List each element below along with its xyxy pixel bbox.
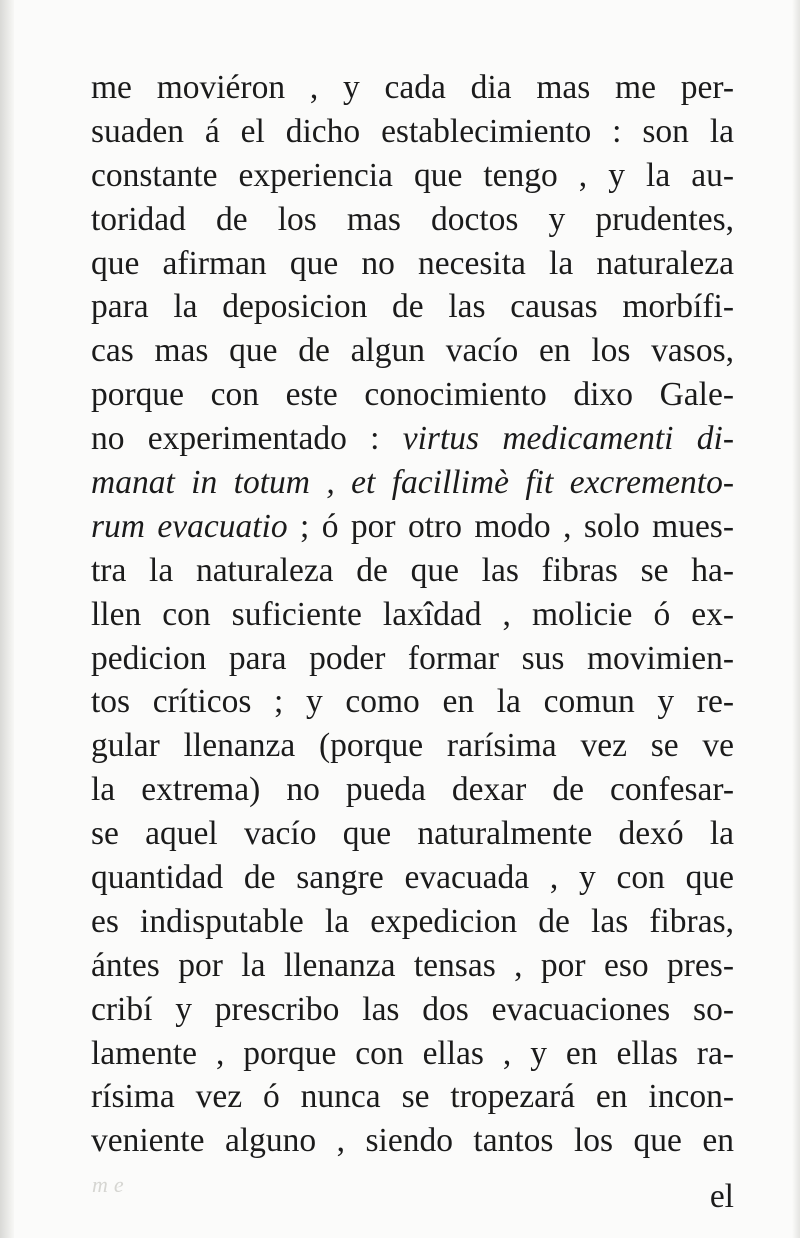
text-run: tra la naturaleza de que las fibras se ha- [91, 551, 734, 589]
text-run: rísima vez ó nunca se tropezará en incon- [91, 1078, 734, 1116]
text-line [91, 66, 734, 110]
text-run: no experimentado : [91, 420, 403, 458]
text-run: manat in totum , et facillimè fit excremento- [91, 464, 734, 502]
text-line [91, 944, 734, 988]
text-run: se aquel vacío que naturalmente dexó la [91, 815, 734, 853]
page-edge-shadow [792, 0, 800, 1238]
text-run: veniente alguno , siendo tantos los que en [91, 1122, 734, 1160]
text-run: es indisputable la expedicion de las fibras, [91, 902, 734, 940]
text-line [91, 285, 734, 329]
text-run: la extrema) no pueda dexar de confesar- [91, 771, 734, 809]
text-run: ántes por la llenanza tensas , por eso pres- [91, 946, 734, 984]
text-run: porque con este conocimiento dixo Gale- [91, 376, 734, 414]
text-line [91, 680, 734, 724]
text-line [91, 1032, 734, 1076]
text-run: llen con suficiente laxîdad , molicie ó ex- [91, 595, 734, 633]
text-run: constante experiencia que tengo , y la au- [91, 156, 734, 194]
text-line [91, 768, 734, 812]
text-run: suaden á el dicho establecimiento : son la [91, 112, 734, 150]
text-line [91, 417, 734, 461]
text-line [91, 373, 734, 417]
text-run: pedicion para poder formar sus movimien- [91, 639, 734, 677]
text-line [91, 329, 734, 373]
text-run: me moviéron , y cada dia mas me per- [91, 69, 734, 106]
text-line [91, 505, 734, 549]
text-run: quantidad de sangre evacuada , y con que [91, 859, 734, 897]
text-line [91, 856, 734, 900]
text-line [91, 724, 734, 768]
text-line [91, 637, 734, 681]
text-line [91, 1119, 734, 1163]
text-run: para la deposicion de las causas morbífi- [91, 288, 734, 326]
text-line [91, 154, 734, 198]
text-line [91, 110, 734, 154]
text-line [91, 812, 734, 856]
page-gutter-shadow [0, 0, 14, 1238]
text-run: cas mas que de algun vacío en los vasos, [91, 332, 734, 370]
text-line [91, 461, 734, 505]
body-text [91, 66, 734, 1163]
text-line [91, 549, 734, 593]
text-run: lamente , porque con ellas , y en ellas ra- [91, 1034, 734, 1072]
bleed-through-text: me [92, 1172, 130, 1197]
text-run: rum evacuatio [91, 507, 288, 545]
catchword: el [709, 1178, 734, 1215]
text-line [91, 242, 734, 286]
text-run: ; ó por otro modo , solo mues- [287, 507, 735, 545]
text-line [91, 988, 734, 1032]
text-run: toridad de los mas doctos y prudentes, [91, 200, 734, 238]
text-line [91, 900, 734, 944]
text-run: tos críticos ; y como en la comun y re- [91, 683, 734, 721]
text-line [91, 1075, 734, 1119]
text-line [91, 593, 734, 637]
text-run: que afirman que no necesita la naturaleza [91, 244, 734, 282]
text-run: virtus medicamenti di- [402, 420, 734, 458]
text-run: cribí y prescribo las dos evacuaciones so- [91, 990, 734, 1028]
text-line [91, 198, 734, 242]
text-run: gular llenanza (porque rarísima vez se ve [91, 727, 734, 765]
